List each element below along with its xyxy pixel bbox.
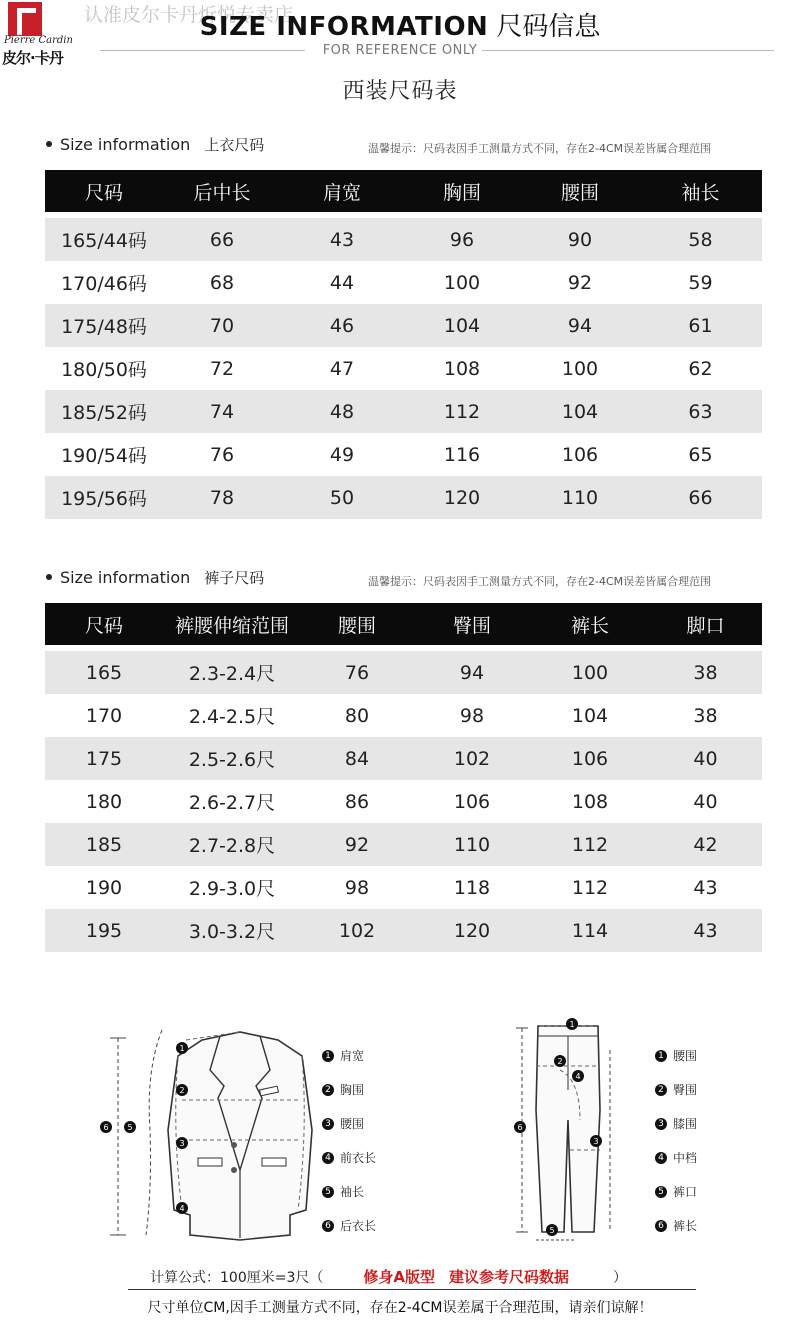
legend-label: 膝围 <box>673 1117 698 1131</box>
table-row <box>45 909 762 952</box>
table-cell: 66 <box>639 476 762 519</box>
legend-label: 前衣长 <box>340 1151 377 1165</box>
table-row <box>45 433 762 476</box>
table-cell: 59 <box>639 261 762 304</box>
pants-size-table <box>45 603 762 952</box>
jacket-marker-2 <box>176 1084 188 1096</box>
brand-script: Pierre Cardin <box>4 35 73 46</box>
reference-text: FOR REFERENCE ONLY <box>322 43 478 58</box>
table-cell: 175/48码 <box>45 304 163 347</box>
formula-line: 计算公式：100厘米=3尺（ 修身A版型 建议参考尺码数据 ） <box>150 1268 627 1286</box>
pants-measurement-diagram <box>500 1010 760 1250</box>
column-header: 尺码 <box>45 603 163 645</box>
svg-text:3: 3 <box>179 1139 185 1148</box>
bullet-icon <box>46 574 52 580</box>
table-cell: 102 <box>301 909 413 952</box>
jacket-marker-1 <box>176 1042 188 1054</box>
table-row <box>45 651 762 694</box>
table-header-row <box>45 170 762 212</box>
table-cell: 195/56码 <box>45 476 163 519</box>
table-cell: 170/46码 <box>45 261 163 304</box>
column-header: 后中长 <box>163 170 281 212</box>
table-row <box>45 694 762 737</box>
footer-divider <box>128 1289 696 1290</box>
table-cell: 84 <box>301 737 413 780</box>
brand-name: 皮尔·卡丹 <box>2 49 63 67</box>
column-header: 尺码 <box>45 170 163 212</box>
table-row <box>45 304 762 347</box>
table-cell: 47 <box>281 347 403 390</box>
footer-note: 尺寸单位CM,因手工测量方式不同，存在2-4CM误差属于合理范围，请亲们谅解！ <box>147 1300 653 1316</box>
table-cell: 112 <box>531 866 649 909</box>
column-header: 裤长 <box>531 603 649 645</box>
number-badge-icon: 4 <box>322 1152 334 1164</box>
pants-marker-3 <box>590 1135 602 1147</box>
table-cell: 62 <box>639 347 762 390</box>
table-row <box>45 823 762 866</box>
column-header: 胸围 <box>403 170 521 212</box>
svg-text:6: 6 <box>103 1123 109 1132</box>
number-badge-icon: 5 <box>322 1186 334 1198</box>
legend-label: 肩宽 <box>340 1049 365 1063</box>
table-cell: 98 <box>413 694 531 737</box>
table-cell: 65 <box>639 433 762 476</box>
table-cell: 94 <box>521 304 639 347</box>
table-cell: 48 <box>281 390 403 433</box>
table-header-row <box>45 603 762 645</box>
svg-text:2: 2 <box>179 1086 185 1095</box>
bullet-icon <box>46 141 52 147</box>
legend-item <box>322 1081 364 1098</box>
table-cell: 106 <box>531 737 649 780</box>
pants-marker-6 <box>514 1121 526 1133</box>
legend-item <box>655 1047 697 1064</box>
pants-marker-2 <box>554 1055 566 1067</box>
legend-item <box>655 1149 697 1166</box>
table-cell: 42 <box>649 823 762 866</box>
legend-item <box>322 1149 376 1166</box>
jacket-size-table <box>45 170 762 519</box>
table-cell: 76 <box>301 651 413 694</box>
legend-item <box>322 1183 364 1200</box>
table-cell: 104 <box>531 694 649 737</box>
table-cell: 185/52码 <box>45 390 163 433</box>
svg-text:5: 5 <box>127 1123 133 1132</box>
fit-highlight: 修身A版型 <box>363 1268 435 1286</box>
table-cell: 90 <box>521 218 639 261</box>
shop-watermark: 认准皮尔卡丹炘悦专卖店 <box>84 4 294 26</box>
pants-marker-4 <box>572 1070 584 1082</box>
table-cell: 118 <box>413 866 531 909</box>
table-cell: 108 <box>403 347 521 390</box>
legend-label: 腰围 <box>340 1117 365 1131</box>
number-badge-icon: 4 <box>655 1152 667 1164</box>
svg-text:6: 6 <box>517 1123 523 1132</box>
number-badge-icon: 3 <box>655 1118 667 1130</box>
pants-marker-5 <box>546 1224 558 1236</box>
column-header: 裤腰伸缩范围 <box>163 603 301 645</box>
table-cell: 104 <box>521 390 639 433</box>
svg-text:3: 3 <box>593 1137 599 1146</box>
table-cell: 44 <box>281 261 403 304</box>
svg-text:4: 4 <box>575 1072 581 1081</box>
column-header: 腰围 <box>301 603 413 645</box>
table-cell: 165/44码 <box>45 218 163 261</box>
table-cell: 70 <box>163 304 281 347</box>
legend-label: 后衣长 <box>340 1219 377 1233</box>
table-cell: 98 <box>301 866 413 909</box>
table-cell: 2.6-2.7尺 <box>163 780 301 823</box>
table-cell: 2.4-2.5尺 <box>163 694 301 737</box>
table-cell: 92 <box>521 261 639 304</box>
table-cell: 2.7-2.8尺 <box>163 823 301 866</box>
column-header: 腰围 <box>521 170 639 212</box>
legend-label: 裤口 <box>673 1185 698 1199</box>
legend-label: 裤长 <box>673 1219 698 1233</box>
table-cell: 114 <box>531 909 649 952</box>
table-cell: 2.5-2.6尺 <box>163 737 301 780</box>
table-cell: 46 <box>281 304 403 347</box>
pants-marker-1 <box>566 1018 578 1030</box>
svg-text:4: 4 <box>179 1204 185 1213</box>
table-cell: 40 <box>649 780 762 823</box>
svg-text:5: 5 <box>549 1226 555 1235</box>
table-cell: 63 <box>639 390 762 433</box>
jacket-marker-3 <box>176 1137 188 1149</box>
table-cell: 2.3-2.4尺 <box>163 651 301 694</box>
table-cell: 106 <box>413 780 531 823</box>
table-cell: 112 <box>531 823 649 866</box>
table-cell: 50 <box>281 476 403 519</box>
legend-label: 腰围 <box>673 1049 698 1063</box>
table-cell: 76 <box>163 433 281 476</box>
svg-text:1: 1 <box>569 1020 575 1029</box>
table-cell: 170 <box>45 694 163 737</box>
table-cell: 94 <box>413 651 531 694</box>
table-row <box>45 347 762 390</box>
legend-label: 袖长 <box>340 1185 365 1199</box>
jacket-tip: 温馨提示：尺码表因手工测量方式不同，存在2-4CM误差皆属合理范围 <box>368 142 712 155</box>
table-cell: 43 <box>649 866 762 909</box>
table-cell: 195 <box>45 909 163 952</box>
table-cell: 185 <box>45 823 163 866</box>
column-header: 臀围 <box>413 603 531 645</box>
number-badge-icon: 1 <box>655 1050 667 1062</box>
table-cell: 43 <box>649 909 762 952</box>
table-cell: 96 <box>403 218 521 261</box>
table-cell: 78 <box>163 476 281 519</box>
table-cell: 3.0-3.2尺 <box>163 909 301 952</box>
table-cell: 108 <box>531 780 649 823</box>
legend-item <box>655 1115 697 1132</box>
table-cell: 180 <box>45 780 163 823</box>
table-cell: 80 <box>301 694 413 737</box>
legend-item <box>655 1183 697 1200</box>
table-cell: 102 <box>413 737 531 780</box>
table-cell: 110 <box>413 823 531 866</box>
legend-label: 臀围 <box>673 1083 698 1097</box>
table-cell: 104 <box>403 304 521 347</box>
jacket-marker-4 <box>176 1202 188 1214</box>
title-en: SIZE INFORMATION <box>199 12 489 42</box>
jacket-heading: Size information 上衣尺码 <box>46 134 264 155</box>
number-badge-icon: 3 <box>322 1118 334 1130</box>
column-header: 袖长 <box>639 170 762 212</box>
table-cell: 49 <box>281 433 403 476</box>
table-cell: 175 <box>45 737 163 780</box>
table-cell: 38 <box>649 694 762 737</box>
jacket-marker-6 <box>100 1121 112 1133</box>
table-cell: 58 <box>639 218 762 261</box>
number-badge-icon: 2 <box>322 1084 334 1096</box>
table-cell: 100 <box>521 347 639 390</box>
number-badge-icon: 2 <box>655 1084 667 1096</box>
table-cell: 72 <box>163 347 281 390</box>
legend-label: 中档 <box>673 1151 698 1165</box>
title-cn: 尺码信息 <box>496 12 601 42</box>
table-cell: 112 <box>403 390 521 433</box>
table-cell: 190/54码 <box>45 433 163 476</box>
pants-heading: Size information 裤子尺码 <box>46 567 264 588</box>
number-badge-icon: 6 <box>655 1220 667 1232</box>
table-row <box>45 218 762 261</box>
size-highlight: 建议参考尺码数据 <box>448 1268 569 1286</box>
svg-text:1: 1 <box>179 1044 185 1053</box>
table-cell: 180/50码 <box>45 347 163 390</box>
legend-item <box>322 1115 364 1132</box>
svg-text:2: 2 <box>557 1057 563 1066</box>
number-badge-icon: 6 <box>322 1220 334 1232</box>
table-cell: 92 <box>301 823 413 866</box>
pants-tip: 温馨提示：尺码表因手工测量方式不同，存在2-4CM误差皆属合理范围 <box>368 575 712 588</box>
table-cell: 68 <box>163 261 281 304</box>
legend-item <box>655 1217 697 1234</box>
table-cell: 100 <box>403 261 521 304</box>
page-title <box>0 6 800 43</box>
legend-label: 胸围 <box>340 1083 365 1097</box>
legend-item <box>655 1081 697 1098</box>
table-cell: 116 <box>403 433 521 476</box>
table-cell: 100 <box>531 651 649 694</box>
table-cell: 43 <box>281 218 403 261</box>
table-cell: 74 <box>163 390 281 433</box>
table-row <box>45 737 762 780</box>
table-row <box>45 866 762 909</box>
table-row <box>45 390 762 433</box>
legend-item <box>322 1217 376 1234</box>
table-cell: 120 <box>413 909 531 952</box>
table-cell: 165 <box>45 651 163 694</box>
jacket-marker-5 <box>124 1121 136 1133</box>
table-cell: 66 <box>163 218 281 261</box>
column-header: 肩宽 <box>281 170 403 212</box>
table-cell: 38 <box>649 651 762 694</box>
table-cell: 120 <box>403 476 521 519</box>
table-cell: 40 <box>649 737 762 780</box>
table-cell: 2.9-3.0尺 <box>163 866 301 909</box>
table-row <box>45 780 762 823</box>
column-header: 脚口 <box>649 603 762 645</box>
table-row <box>45 261 762 304</box>
table-row <box>45 476 762 519</box>
number-badge-icon: 5 <box>655 1186 667 1198</box>
table-cell: 110 <box>521 476 639 519</box>
subtitle: 西装尺码表 <box>342 79 458 104</box>
table-cell: 106 <box>521 433 639 476</box>
number-badge-icon: 1 <box>322 1050 334 1062</box>
table-cell: 86 <box>301 780 413 823</box>
legend-item <box>322 1047 364 1064</box>
table-cell: 190 <box>45 866 163 909</box>
table-cell: 61 <box>639 304 762 347</box>
